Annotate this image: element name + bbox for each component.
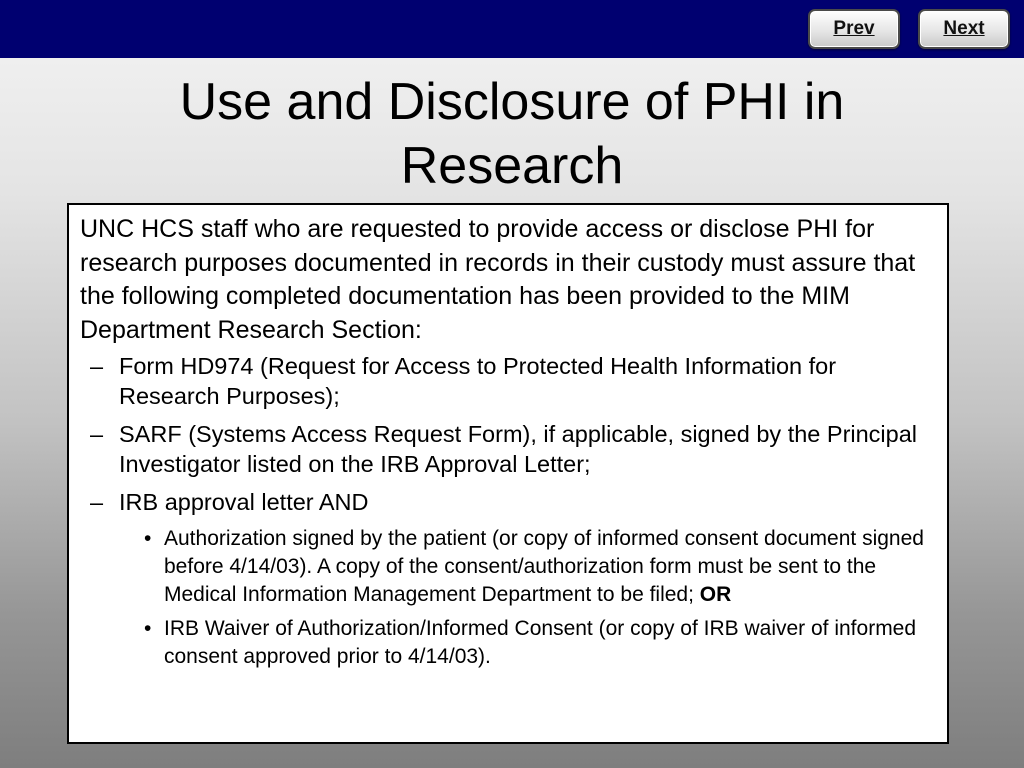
slide-title xyxy=(0,70,1024,198)
dash-marker: – xyxy=(90,489,104,515)
dash-marker: – xyxy=(90,353,104,379)
intro-paragraph: UNC HCS staff who are requested to provide access or disclose PHI for research purposes documented in records in their custody must assure that the following completed documentation has been provided to the MIM Department Research Section: xyxy=(80,215,916,344)
sub-bullet-authorization xyxy=(80,525,933,609)
next-button[interactable]: Next xyxy=(918,9,1010,49)
bullet-item-sarf xyxy=(80,419,933,479)
bullet-text: Form HD974 (Request for Access to Protected Health Information for Research Purposes); xyxy=(119,353,837,409)
dot-marker: • xyxy=(144,617,152,640)
bullet-text: SARF (Systems Access Request Form), if applicable, signed by the Principal Investigator listed on the IRB Approval Letter; xyxy=(119,421,918,477)
sub-bullet-text: IRB Waiver of Authorization/Informed Consent (or copy of IRB waiver of informed consent approved prior to 4/14/03). xyxy=(164,617,917,668)
dot-marker: • xyxy=(144,527,152,550)
slide-title-line-2: Research xyxy=(400,137,624,195)
top-nav-bar xyxy=(0,0,1024,58)
content-box xyxy=(67,203,949,744)
sub-bullet-irb-waiver xyxy=(80,615,933,671)
prev-button[interactable]: Prev xyxy=(808,9,900,49)
bullet-item-form-hd974 xyxy=(80,351,933,411)
or-emphasis: OR xyxy=(699,583,732,606)
sub-bullet-text: Authorization signed by the patient (or copy of informed consent document signed before 4/14/03). A copy of the consent/authorization form must be sent to the Medical Information Management Department to be filed; xyxy=(164,527,924,606)
bullet-item-irb-approval xyxy=(80,487,933,517)
dash-marker: – xyxy=(90,421,104,447)
bullet-text: IRB approval letter AND xyxy=(119,489,369,515)
slide-title-line-1: Use and Disclosure of PHI in xyxy=(179,73,845,131)
